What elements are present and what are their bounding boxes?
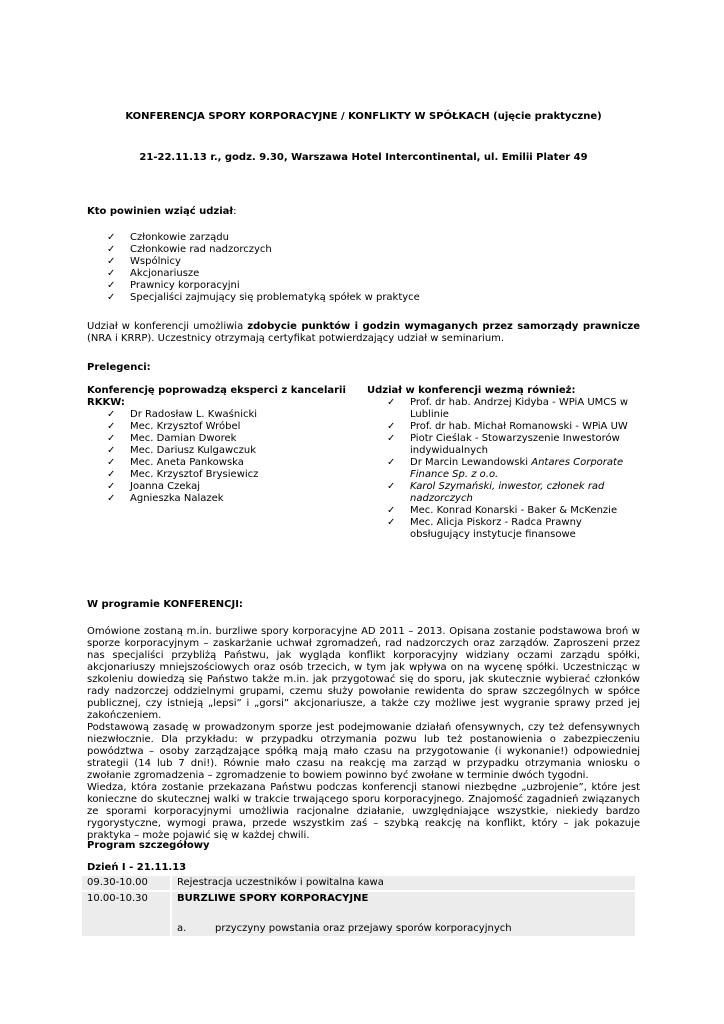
checkmark-icon: ✓ [387,421,396,432]
paragraph: Wiedza, która zostanie przekazana Państwu podczas konferencji stanowi niezbędne „uzbrojenie”, które jest konieczne do skutecznej walki w trakcie trwającego sporu korporacyjnego. Znajomość zagadnień związanych ze sporami korporacyjnymi umożliwia racjonalne działanie, uwzględniające wszystkie, niekiedy bardzo rygorystyczne, wymogi prawa, przede wszystkim zaś – szybką reakcję na konflikt, który – jak pokazuje praktyka – może pojawić się w każdej chwili. [87,782,640,841]
checkmark-icon: ✓ [387,457,396,468]
event-details: 21-22.11.13 r., godz. 9.30, Warszawa Hotel Intercontinental, ul. Emilii Plater 49 [139,152,588,163]
speakers-heading: Prelegenci: [87,362,151,373]
audience-heading-label: Kto powinien wziąć udział [87,206,234,217]
list-item: ✓ Akcjonariusze [107,268,200,279]
list-item: ✓ Mec. Damian Dworek [107,433,237,444]
list-item: ✓ Mec. Alicja Piskorz - Radca Prawny obsługujący instytucje finansowe [387,517,582,540]
session-subitem [177,923,630,935]
checkmark-icon: ✓ [387,517,396,528]
schedule-time: 10.00-10.30 [82,891,171,937]
checkmark-icon: ✓ [387,433,396,444]
list-item: ✓ Dr Marcin Lewandowski Antares Corporate Finance Sp. z o.o. [387,457,624,480]
schedule-table [82,876,635,938]
audience-heading [87,206,237,218]
checkmark-icon: ✓ [107,457,116,468]
schedule-time: 09.30-10.00 [82,876,171,891]
list-item: ✓ Joanna Czekaj [107,481,201,492]
paragraph: Podstawową zasadę w prowadzonym sporze jest podejmowanie działań ofensywnych, czy też defensywnych niezwłocznie. Dla przykładu: w przypadku otrzymania pozwu lub też postanowienia o zabezpieczeniu powództwa – osoby zarządzające spółką mają mało czasu na przygotowanie (i wykonanie!) odpowiedniej strategii (14 lub 7 dni!). Równie mało czasu na reakcję ma zarząd w przypadku otrzymania wniosku o zwołanie zgromadzenia – zgromadzenie to bowiem powinno być zwołane w terminie dwóch tygodni. [87,722,640,781]
program-heading: W programie KONFERENCJI: [87,599,243,610]
guest-speakers-list [367,397,640,541]
checkmark-icon: ✓ [107,256,116,267]
paragraph: Omówione zostaną m.in. burzliwe spory korporacyjne AD 2011 – 2013. Opisana zostanie podstawowa broń w sporze korporacyjnym – zaskarżanie uchwał zgromadzeń, rad nadzorczych oraz zarządów. Zaproszeni przez nas specjaliści przybliżą Państwu, jak wygląda konflikt korporacyjny widziany oczami zarządu spółki, akcjonariuszy mniejszościowych oraz osób trzecich, w tym jak wpływa on na wycenę spółki. Uczestnicząc w szkoleniu dowiedzą się Państwo także m.in. jak przygotować się do sporu, jak skutecznie wybierać członków rady nadzorczej oddzielnymi grupami, czemu służy powołanie rewidenta do spraw szczególnych w spółce publicznej, czy istnieją „lepsi” i „gorsi” akcjonariusze, a także czy możliwe jest wygranie sprawy przed jej zakończeniem. [87,626,640,721]
checkmark-icon: ✓ [107,292,116,303]
schedule-heading: Program szczegółowy [87,840,210,851]
program-description [87,626,640,842]
certification-highlight: zdobycie punktów i godzin wymaganych przez samorządy prawnicze [247,321,640,332]
audience-list [87,232,640,304]
checkmark-icon: ✓ [107,280,116,291]
checkmark-icon: ✓ [387,397,396,408]
rkkw-speakers-column [87,385,352,505]
subitem-text: przyczyny powstania oraz przejawy sporów korporacyjnych [215,923,512,934]
list-item: ✓ Prof. dr hab. Andrzej Kidyba - WPiA UMCS w Lublinie [387,397,628,420]
list-item: ✓ Karol Szymański, inwestor, członek rad nadzorczych [387,481,605,504]
table-row [82,891,635,937]
schedule-description: Rejestracja uczestników i powitalna kawa [171,876,635,891]
schedule-description [171,891,635,937]
checkmark-icon: ✓ [107,244,116,255]
checkmark-icon: ✓ [107,232,116,243]
audience-heading-colon: : [233,206,237,217]
guest-speakers-heading: Udział w konferencji wezmą również: [367,385,576,396]
document-title: KONFERENCJA SPORY KORPORACYJNE / KONFLIKTY W SPÓŁKACH (ujęcie praktyczne) [125,111,602,122]
list-item: ✓ Mec. Krzysztof Brysiewicz [107,469,259,480]
list-item: ✓ Mec. Konrad Konarski - Baker & McKenzie [387,505,618,516]
subitem-label: a. [177,923,187,934]
checkmark-icon: ✓ [107,493,116,504]
guest-speakers-column [367,385,640,541]
list-item: ✓ Piotr Cieślak - Stowarzyszenie Inwestorów indywidualnych [387,433,620,456]
checkmark-icon: ✓ [107,445,116,456]
checkmark-icon: ✓ [107,268,116,279]
checkmark-icon: ✓ [107,433,116,444]
list-item: ✓ Członkowie rad nadzorczych [107,244,272,255]
checkmark-icon: ✓ [107,421,116,432]
list-item: ✓ Prof. dr hab. Michał Romanowski - WPiA UW [387,421,628,432]
checkmark-icon: ✓ [107,481,116,492]
session-title: BURZLIWE SPORY KORPORACYJNE [177,893,369,904]
list-item: ✓ Wspólnicy [107,256,181,267]
list-item: ✓ Członkowie zarządu [107,232,229,243]
list-item: ✓ Specjaliści zajmujący się problematyką spółek w praktyce [107,292,420,303]
rkkw-speakers-heading: Konferencję poprowadzą eksperci z kancelarii RKKW: [87,385,346,408]
checkmark-icon: ✓ [107,469,116,480]
list-item: ✓ Mec. Aneta Pankowska [107,457,244,468]
rkkw-speakers-list [87,409,352,505]
certification-note: Udział w konferencji umożliwia zdobycie punktów i godzin wymaganych przez samorządy prawnicze (NRA i KRRP). Uczestnicy otrzymają certyfikat potwierdzający udział w seminarium. [87,321,640,344]
list-item: ✓ Prawnicy korporacyjni [107,280,240,291]
checkmark-icon: ✓ [387,481,396,492]
table-row [82,876,635,891]
checkmark-icon: ✓ [107,409,116,420]
list-item: ✓ Mec. Dariusz Kulgawczuk [107,445,257,456]
list-item: ✓ Dr Radosław L. Kwaśnicki [107,409,258,420]
day-label: Dzień I - 21.11.13 [87,862,187,873]
checkmark-icon: ✓ [387,505,396,516]
list-item: ✓ Agnieszka Nalazek [107,493,224,504]
list-item: ✓ Mec. Krzysztof Wróbel [107,421,241,432]
